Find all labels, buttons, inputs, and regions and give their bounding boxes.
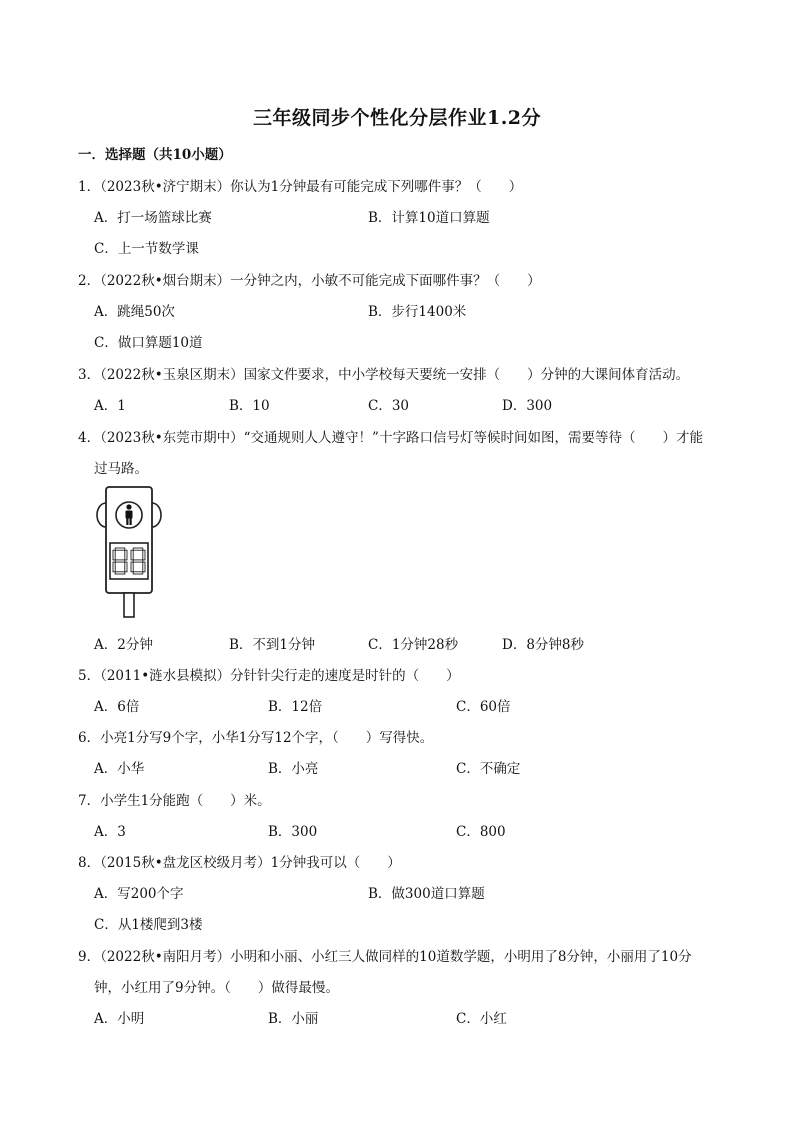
question-7: 7．小学生1分能跑（ ）米。 xyxy=(78,793,271,809)
question-9: 9．（2022秋•南阳月考）小明和小丽、小红三人做同样的10道数学题，小明用了8分钟，小丽用了10分 xyxy=(78,949,692,965)
q7-option-a[interactable]: A．3 xyxy=(94,824,126,840)
q5-option-b[interactable]: B．12倍 xyxy=(268,699,323,715)
question-5: 5．（2011•涟水县模拟）分针针尖行走的速度是时针的（ ） xyxy=(78,668,460,684)
digit-1-segment-f xyxy=(113,550,115,560)
digit-1-segment-b xyxy=(125,550,127,560)
traffic-light-pole xyxy=(124,593,134,617)
question-6: 6．小亮1分写9个字，小华1分写12个字，（ ）写得快。 xyxy=(78,730,434,746)
digit-1-segment-c xyxy=(125,562,127,572)
q6-option-c[interactable]: C．不确定 xyxy=(456,761,521,777)
digit-2-segment-g xyxy=(133,560,143,562)
q8-option-a[interactable]: A．写200个字 xyxy=(94,886,184,902)
page-title: 三年级同步个性化分层作业1.2分 xyxy=(252,107,542,129)
q4-option-d[interactable]: D．8分钟8秒 xyxy=(502,637,585,653)
q4-option-c[interactable]: C．1分钟28秒 xyxy=(368,637,459,653)
digit-1-segment-e xyxy=(113,562,115,572)
question-9-continued: 钟，小红用了9分钟。（ ）做得最慢。 xyxy=(94,980,339,996)
question-4: 4．（2023秋•东莞市期中）“交通规则人人遵守！”十字路口信号灯等候时间如图，需要等待（ ）才能 xyxy=(78,430,703,446)
q4-option-b[interactable]: B．不到1分钟 xyxy=(229,637,316,653)
digit-2-segment-e xyxy=(131,562,133,572)
q6-option-a[interactable]: A．小华 xyxy=(94,761,145,777)
question-8: 8．（2015秋•盘龙区校级月考）1分钟我可以（ ） xyxy=(78,855,401,871)
digit-2-segment-a xyxy=(133,548,143,550)
q5-option-a[interactable]: A．6倍 xyxy=(94,699,140,715)
digit-2-segment-d xyxy=(133,572,143,574)
q1-option-a[interactable]: A．打一场篮球比赛 xyxy=(94,210,212,226)
traffic-light-figure xyxy=(96,485,162,621)
digit-2-segment-f xyxy=(131,550,133,560)
q9-option-c[interactable]: C．小红 xyxy=(456,1011,507,1027)
q3-option-b[interactable]: B．10 xyxy=(229,398,270,414)
q9-option-a[interactable]: A．小明 xyxy=(94,1011,145,1027)
q4-option-a[interactable]: A．2分钟 xyxy=(94,637,153,653)
q2-option-c[interactable]: C．做口算题10道 xyxy=(94,335,203,351)
q7-option-b[interactable]: B．300 xyxy=(268,824,318,840)
question-4-continued: 过马路。 xyxy=(94,461,148,477)
q2-option-a[interactable]: A．跳绳50次 xyxy=(94,304,175,320)
traffic-light-left-ear xyxy=(97,503,106,527)
q9-option-b[interactable]: B．小丽 xyxy=(268,1011,319,1027)
digit-1-segment-d xyxy=(115,572,125,574)
q5-option-c[interactable]: C．60倍 xyxy=(456,699,511,715)
question-2: 2．（2022秋•烟台期末）一分钟之内，小敏不可能完成下面哪件事？（ ） xyxy=(78,273,541,289)
digit-1-segment-g xyxy=(115,560,125,562)
section-heading: 一．选择题（共10小题） xyxy=(78,147,232,163)
q6-option-b[interactable]: B．小亮 xyxy=(268,761,319,777)
question-3: 3．（2022秋•玉泉区期末）国家文件要求，中小学校每天要统一安排（ ）分钟的大课间体育活动。 xyxy=(78,367,690,383)
q7-option-c[interactable]: C．800 xyxy=(456,824,506,840)
q2-option-b[interactable]: B．步行1400米 xyxy=(368,304,467,320)
traffic-light-right-ear xyxy=(152,503,161,527)
q3-option-a[interactable]: A．1 xyxy=(94,398,126,414)
q1-option-c[interactable]: C．上一节数学课 xyxy=(94,241,199,257)
digit-2-segment-c xyxy=(143,562,145,572)
question-1: 1．（2023秋•济宁期末）你认为1分钟最有可能完成下列哪件事？（ ） xyxy=(78,179,523,195)
q3-option-d[interactable]: D．300 xyxy=(502,398,553,414)
digit-2-segment-b xyxy=(143,550,145,560)
q8-option-b[interactable]: B．做300道口算题 xyxy=(368,886,485,902)
q3-option-c[interactable]: C．30 xyxy=(368,398,410,414)
q1-option-b[interactable]: B．计算10道口算题 xyxy=(368,210,490,226)
digit-1-segment-a xyxy=(115,548,125,550)
q8-option-c[interactable]: C．从1楼爬到3楼 xyxy=(94,917,203,933)
